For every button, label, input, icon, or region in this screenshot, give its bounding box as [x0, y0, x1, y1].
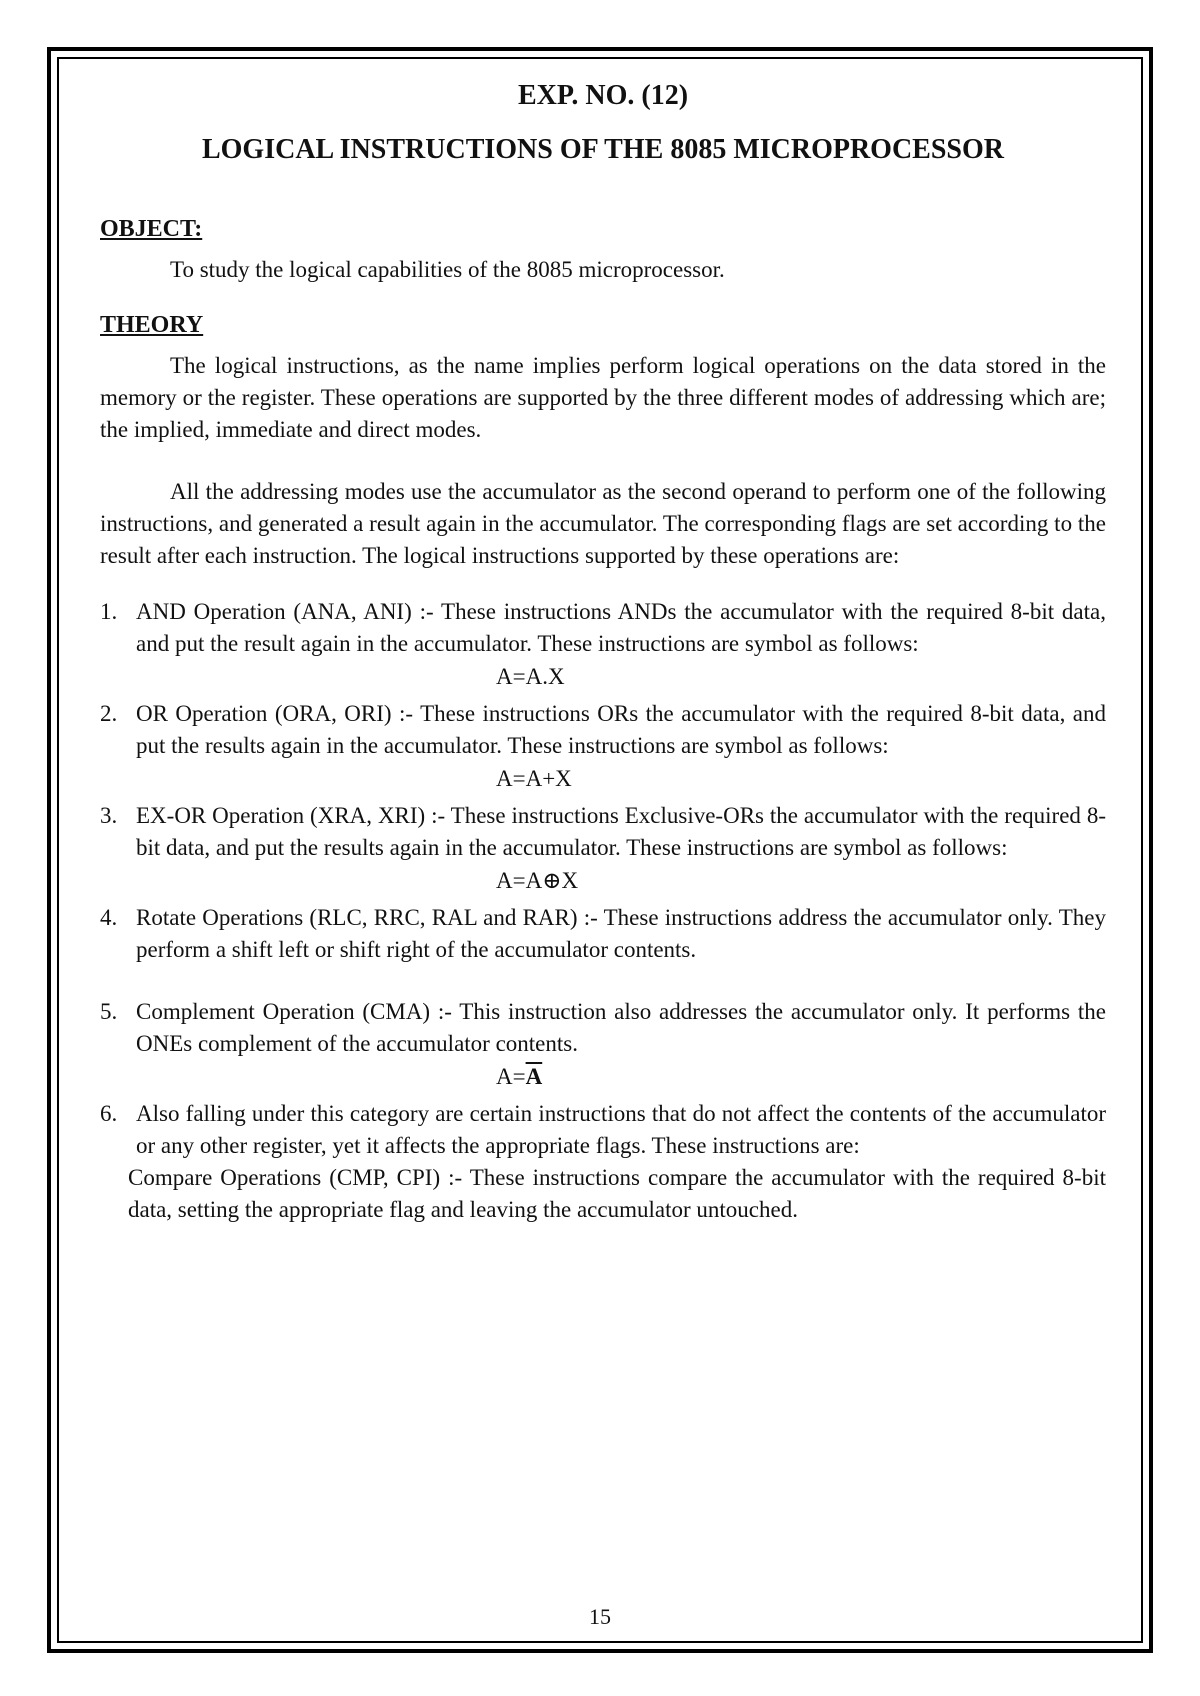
list-item-text: OR Operation (ORA, ORI) :- These instructions ORs the accumulator with the required 8-bit data, and put the results again in the accumulator. These instructions are symbol as follows: — [136, 701, 1106, 758]
list-number: 4. — [100, 905, 118, 930]
page-number: 15 — [589, 1604, 611, 1629]
object-heading: OBJECT: — [100, 216, 203, 242]
list-number: 3. — [100, 803, 118, 828]
list-item-xor — [100, 800, 1106, 898]
formula-complement — [136, 1060, 1106, 1094]
list-number: 2. — [100, 701, 118, 726]
theory-paragraph-2: All the addressing modes use the accumulator as the second operand to perform one of the following instructions, and generated a result again in the accumulator. The corresponding flags are set according to the result after each instruction. The logical instructions supported by these operations are: — [100, 479, 1106, 568]
page-title: LOGICAL INSTRUCTIONS OF THE 8085 MICROPROCESSOR — [201, 134, 1005, 165]
list-item-text: Complement Operation (CMA) :- This instruction also addresses the accumulator only. It performs the ONEs complement of the accumulator contents. — [136, 999, 1106, 1056]
list-number: 1. — [100, 599, 118, 624]
instruction-list — [100, 596, 1106, 1162]
list-item-complement — [100, 996, 1106, 1094]
formula-overline-a: $\overline{A}$ — [525, 1064, 543, 1089]
list-number: 6. — [100, 1101, 118, 1126]
experiment-number: EXP. NO. (12) — [517, 80, 689, 111]
list-item-text: Also falling under this category are certain instructions that do not affect the contents of the accumulator or any other register, yet it affects the appropriate flags. These instructions are: — [136, 1101, 1106, 1158]
formula-prefix: A= — [496, 1064, 526, 1089]
list-item-other — [100, 1098, 1106, 1162]
formula-and: A=A.X — [496, 664, 565, 689]
theory-heading: THEORY — [100, 312, 204, 338]
formula-or: A=A+X — [496, 766, 572, 791]
page-content — [100, 68, 1106, 1226]
list-number: 5. — [100, 999, 118, 1024]
compare-operations-text: Compare Operations (CMP, CPI) :- These instructions compare the accumulator with the required 8-bit data, setting the appropriate flag and leaving the accumulator untouched. — [128, 1165, 1106, 1222]
list-item-and — [100, 596, 1106, 694]
object-text: To study the logical capabilities of the 8085 microprocessor. — [170, 257, 725, 282]
list-item-rotate — [100, 902, 1106, 966]
list-item-text: Rotate Operations (RLC, RRC, RAL and RAR) :- These instructions address the accumulator only. They perform a shift left or shift right of the accumulator contents. — [136, 905, 1106, 962]
theory-paragraph-1: The logical instructions, as the name implies perform logical operations on the data stored in the memory or the register. These operations are supported by the three different modes of addressing which are; the implied, immediate and direct modes. — [100, 353, 1106, 442]
list-item-text: AND Operation (ANA, ANI) :- These instructions ANDs the accumulator with the required 8-bit data, and put the result again in the accumulator. These instructions are symbol as follows: — [136, 599, 1106, 656]
formula-xor: A=A⊕X — [496, 868, 579, 893]
list-item-or — [100, 698, 1106, 796]
list-item-text: EX-OR Operation (XRA, XRI) :- These instructions Exclusive-ORs the accumulator with the required 8-bit data, and put the results again in the accumulator. These instructions are symbol as follows: — [136, 803, 1106, 860]
